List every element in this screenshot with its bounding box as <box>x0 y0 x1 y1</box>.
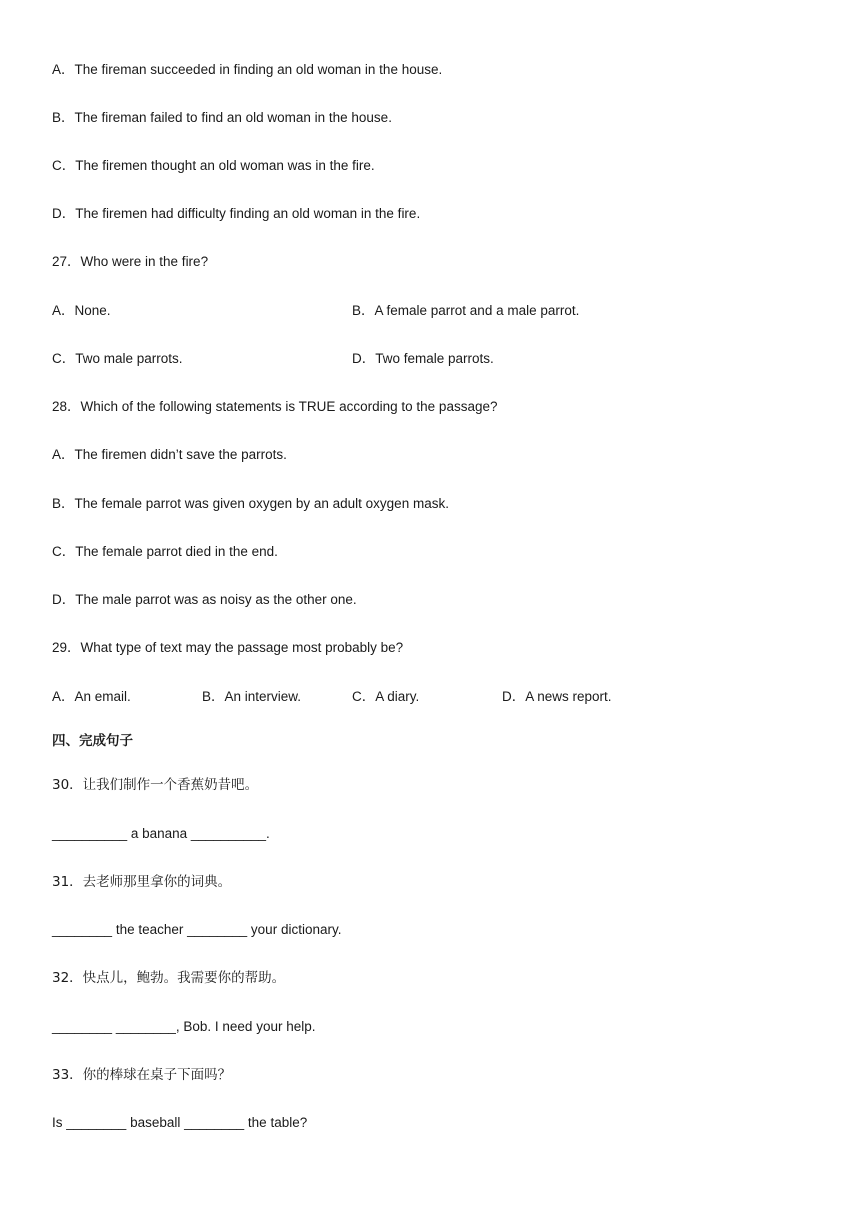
q27-option-d: D．Two female parrots. <box>352 351 494 366</box>
q27-option-a: A．None. <box>52 303 111 318</box>
section-heading: 四、完成句子 <box>52 733 133 749</box>
q32-answer-line: ________ ________, Bob. I need your help. <box>52 1019 316 1034</box>
q28-option-d: D．The male parrot was as noisy as the other one. <box>52 592 357 607</box>
q28-question: 28．Which of the following statements is TRUE according to the passage? <box>52 399 498 414</box>
q28-option-b: B．The female parrot was given oxygen by an adult oxygen mask. <box>52 496 449 511</box>
q33-answer-line: Is ________ baseball ________ the table? <box>52 1115 308 1130</box>
q27-option-c: C．Two male parrots. <box>52 351 183 366</box>
q27-option-b: B．A female parrot and a male parrot. <box>352 303 580 318</box>
q27-question: 27．Who were in the fire? <box>52 254 209 269</box>
q32-question: 32．快点儿，鲍勃。我需要你的帮助。 <box>52 970 286 986</box>
q29-option-b: B．An interview. <box>202 689 302 704</box>
q26-option-b: B．The fireman failed to find an old woman in the house. <box>52 110 392 125</box>
q29-option-c: C．A diary. <box>352 689 420 704</box>
q26-option-d: D．The firemen had difficulty finding an old woman in the fire. <box>52 206 421 221</box>
q30-question: 30．让我们制作一个香蕉奶昔吧。 <box>52 777 259 793</box>
q29-option-d: D．A news report. <box>502 689 612 704</box>
q26-option-c: C．The firemen thought an old woman was in the fire. <box>52 158 375 173</box>
q33-question: 33．你的棒球在桌子下面吗？ <box>52 1067 232 1083</box>
q30-answer-line: __________ a banana __________. <box>52 826 270 841</box>
q26-option-a: A．The fireman succeeded in finding an old woman in the house. <box>52 62 443 77</box>
q29-question: 29．What type of text may the passage most probably be? <box>52 640 404 655</box>
q28-option-c: C．The female parrot died in the end. <box>52 544 278 559</box>
q31-answer-line: ________ the teacher ________ your dictionary. <box>52 922 342 937</box>
q28-option-a: A．The firemen didn’t save the parrots. <box>52 447 287 462</box>
q29-option-a: A．An email. <box>52 689 131 704</box>
q31-question: 31．去老师那里拿你的词典。 <box>52 874 232 890</box>
